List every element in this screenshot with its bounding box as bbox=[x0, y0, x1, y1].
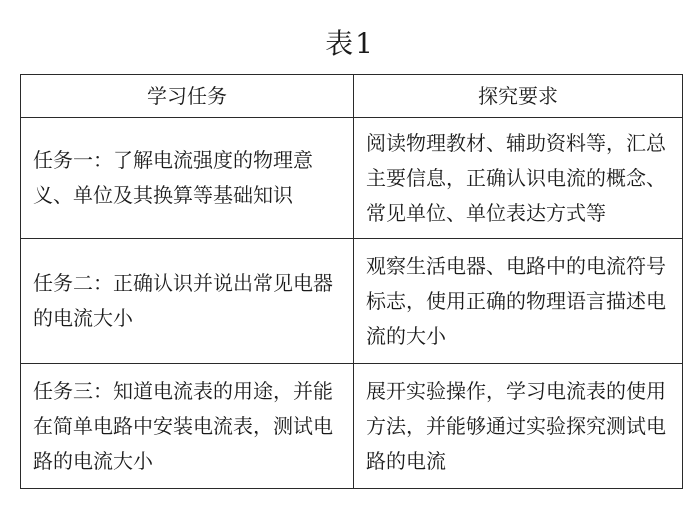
task-table bbox=[20, 74, 683, 489]
requirement-cell: 观察生活电器、电路中的电流符号标志，使用正确的物理语言描述电流的大小 bbox=[354, 239, 683, 364]
task-cell: 任务二：正确认识并说出常见电器的电流大小 bbox=[21, 239, 354, 364]
requirement-cell: 展开实验操作，学习电流表的使用方法，并能够通过实验探究测试电路的电流 bbox=[354, 364, 683, 489]
header-inquiry-requirement: 探究要求 bbox=[354, 75, 683, 118]
header-learning-task: 学习任务 bbox=[21, 75, 354, 118]
task-cell: 任务一：了解电流强度的物理意义、单位及其换算等基础知识 bbox=[21, 118, 354, 239]
table-caption: 表1 bbox=[325, 27, 375, 60]
requirement-cell: 阅读物理教材、辅助资料等，汇总主要信息，正确认识电流的概念、常见单位、单位表达方式等 bbox=[354, 118, 683, 239]
table-header-row bbox=[21, 75, 683, 118]
task-cell: 任务三：知道电流表的用途，并能在简单电路中安装电流表，测试电路的电流大小 bbox=[21, 364, 354, 489]
table-row bbox=[21, 239, 683, 364]
table-row bbox=[21, 118, 683, 239]
table-row bbox=[21, 364, 683, 489]
